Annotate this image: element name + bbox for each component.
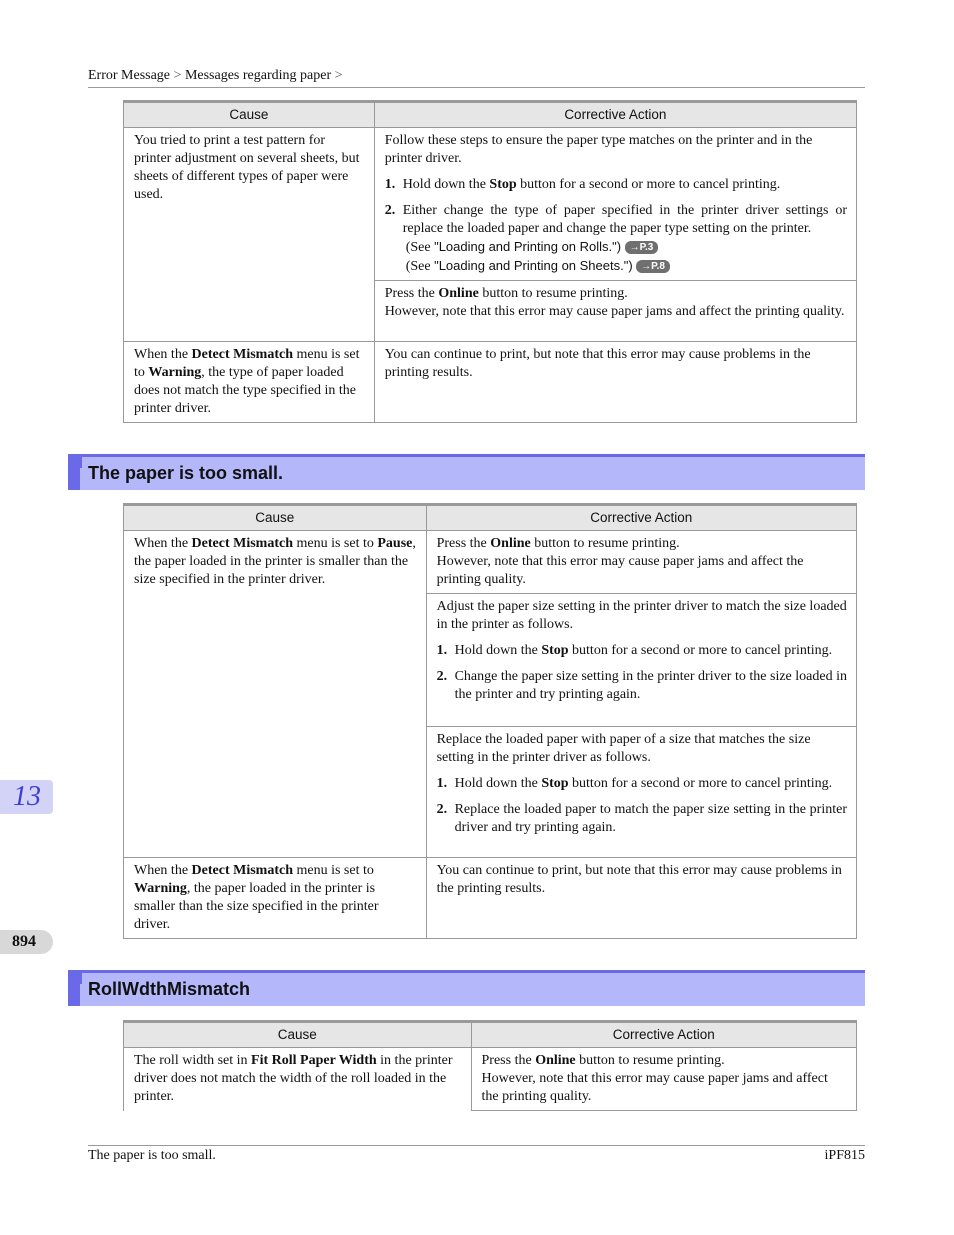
step-number: 2. xyxy=(436,802,448,817)
table-header-row xyxy=(124,1022,857,1048)
page-footer xyxy=(88,1145,865,1165)
step-item xyxy=(437,668,847,704)
action-cell xyxy=(374,128,856,281)
cause-cell: When the Detect Mismatch menu is set to Warning, the paper loaded in the printer is smaller than the size specified in the printer driver. xyxy=(124,858,427,939)
action-cell xyxy=(426,727,856,858)
step-item xyxy=(437,775,847,793)
breadcrumb-error-message[interactable]: Error Message xyxy=(88,68,171,83)
breadcrumb-separator: > xyxy=(173,68,182,83)
section-title: RollWdthMismatch xyxy=(88,979,250,999)
page-ref-badge[interactable]: →P.3 xyxy=(625,241,659,254)
action-intro: Replace the loaded paper with paper of a size that matches the size setting in the printer driver as follows. xyxy=(436,732,811,765)
link-loading-rolls[interactable]: "Loading and Printing on Rolls.") xyxy=(434,239,622,254)
step-text: Hold down the Stop button for a second or more to cancel printing. xyxy=(454,643,833,658)
step-number: 1. xyxy=(384,177,396,192)
action-cell xyxy=(426,594,856,727)
step-text: Either change the type of paper specified in the printer driver settings or replace the loaded paper and change the paper type setting on the printer. xyxy=(402,203,847,236)
table-row xyxy=(124,342,857,423)
action-cell: Press the Online button to resume printing. However, note that this error may cause paper jams and affect the printing quality. xyxy=(471,1048,856,1111)
action-note: However, note that this error may cause paper jams and affect the printing quality. xyxy=(481,1071,828,1104)
paper-too-small-table xyxy=(123,503,857,939)
step-item xyxy=(385,202,847,238)
column-header-corrective-action: Corrective Action xyxy=(471,1022,856,1048)
page-number-tab xyxy=(0,930,53,954)
footer-model-name: iPF815 xyxy=(824,1148,865,1163)
section-heading xyxy=(68,454,865,490)
action-cell: Press the Online button to resume printing. However, note that this error may cause paper jams and affect the printing quality. xyxy=(426,531,856,594)
step-text: Hold down the Stop button for a second or more to cancel printing. xyxy=(454,776,833,791)
footer-section-title: The paper is too small. xyxy=(88,1148,216,1163)
column-header-cause: Cause xyxy=(124,1022,472,1048)
section-bar xyxy=(68,457,80,490)
section-title: The paper is too small. xyxy=(88,463,284,483)
cause-cell: When the Detect Mismatch menu is set to Warning, the type of paper loaded does not match the type specified in the printer driver. xyxy=(124,342,375,423)
chapter-tab[interactable] xyxy=(0,780,53,814)
cause-cell: When the Detect Mismatch menu is set to Pause, the paper loaded in the printer is smaller than the size specified in the printer driver. xyxy=(124,531,427,858)
breadcrumb-messages-regarding-paper[interactable]: Messages regarding paper xyxy=(184,68,332,83)
step-number: 2. xyxy=(384,203,396,218)
cause-cell: The roll width set in Fit Roll Paper Width in the printer driver does not match the width of the roll loaded in the printer. xyxy=(124,1048,472,1111)
link-loading-sheets[interactable]: "Loading and Printing on Sheets.") xyxy=(434,258,633,273)
chapter-number: 13 xyxy=(13,781,41,812)
step-number: 2. xyxy=(436,669,448,684)
step-item xyxy=(437,801,847,837)
step-item xyxy=(385,176,847,194)
action-cell: Press the Online button to resume printing. However, note that this error may cause paper jams and affect the printing quality. xyxy=(374,281,856,342)
action-cell: You can continue to print, but note that this error may cause problems in the printing results. xyxy=(374,342,856,423)
section-heading xyxy=(68,970,865,1006)
table-header-row xyxy=(124,505,857,531)
column-header-corrective-action: Corrective Action xyxy=(426,505,856,531)
step-text: Hold down the Stop button for a second or more to cancel printing. xyxy=(402,177,781,192)
cause-text: You tried to print a test pattern for printer adjustment on several sheets, but sheets of different types of paper were used. xyxy=(134,133,360,202)
breadcrumb xyxy=(88,67,865,88)
see-reference: (See "Loading and Printing on Sheets.") →P.8 xyxy=(385,257,847,276)
roll-width-mismatch-table xyxy=(123,1020,857,1111)
see-reference: (See "Loading and Printing on Rolls.") →P.3 xyxy=(385,238,847,257)
step-item xyxy=(437,642,847,660)
step-text: Replace the loaded paper to match the paper size setting in the printer driver and try printing again. xyxy=(454,802,847,835)
table-row xyxy=(124,858,857,939)
table-row xyxy=(124,531,857,594)
action-note: However, note that this error may cause paper jams and affect the printing quality. xyxy=(384,304,845,319)
table-header-row xyxy=(124,102,857,128)
step-text: Change the paper size setting in the printer driver to the size loaded in the printer and try printing again. xyxy=(454,669,847,702)
section-bar xyxy=(68,973,80,1006)
action-intro: Follow these steps to ensure the paper type matches on the printer and in the printer driver. xyxy=(384,133,813,166)
action-intro: Adjust the paper size setting in the printer driver to match the size loaded in the printer as follows. xyxy=(436,599,847,632)
column-header-corrective-action: Corrective Action xyxy=(374,102,856,128)
mismatch-table xyxy=(123,100,857,423)
column-header-cause: Cause xyxy=(124,102,375,128)
action-cell: You can continue to print, but note that this error may cause problems in the printing results. xyxy=(426,858,856,939)
table-row xyxy=(124,128,857,281)
breadcrumb-separator: > xyxy=(334,68,343,83)
column-header-cause: Cause xyxy=(124,505,427,531)
table-row xyxy=(124,1048,857,1111)
cause-cell xyxy=(124,128,375,342)
step-number: 1. xyxy=(436,776,448,791)
page-number: 894 xyxy=(12,933,36,950)
action-note: However, note that this error may cause paper jams and affect the printing quality. xyxy=(436,554,804,587)
page-ref-badge[interactable]: →P.8 xyxy=(636,260,670,273)
step-number: 1. xyxy=(436,643,448,658)
